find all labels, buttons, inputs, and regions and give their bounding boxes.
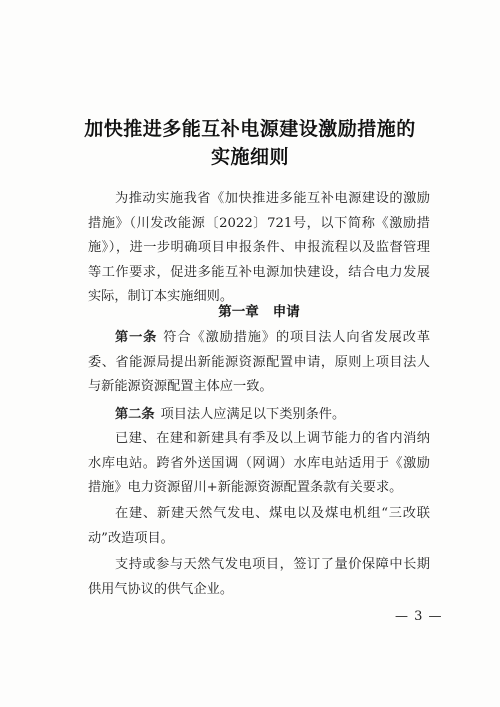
page-number: — 3 — (395, 609, 443, 624)
condition-2: 在建、新建天然气发电、煤电以及煤电机组“三改联动”改造项目。 (88, 506, 430, 546)
article-2-label: 第二条 (115, 407, 155, 422)
article-2-text: 项目法人应满足以下类别条件。 (160, 407, 346, 422)
article-1 (88, 326, 430, 400)
article-1-label: 第一条 (115, 330, 158, 345)
article-2 (88, 403, 430, 428)
document-title-line2: 实施细则 (210, 146, 289, 168)
intro-text: 为推动实施我省《加快推进多能互补电源建设的激励措施》（川发改能源〔2022〕721号，以下简称《激励措施》），进一步明确项目申报条件、申报流程以及监督管理等工作要求，促进多能互补电源加快建设，结合电力发展实际，制订本实施细则。 (88, 191, 430, 304)
condition-3: 支持或参与天然气发电项目，签订了量价保障中长期供用气协议的供气企业。 (88, 557, 430, 597)
chapter-number: 第一章 (218, 304, 259, 320)
condition-1: 已建、在建和新建具有季及以上调节能力的省内消纳水库电站。跨省外送国调（网调）水库电站适用于《激励措施》电力资源留川+新能源资源配置条款有关要求。 (88, 431, 430, 495)
intro-paragraph (88, 187, 430, 310)
article-1-text: 符合《激励措施》的项目法人向省发展改革委、省能源局提出新能源资源配置申请，原则上项目法人与新能源资源配置主体应一致。 (88, 330, 431, 394)
document-title-line1: 加快推进多能互补电源建设激励措施的 (84, 118, 416, 140)
chapter-heading (88, 300, 430, 320)
chapter-name: 申请 (272, 304, 300, 320)
